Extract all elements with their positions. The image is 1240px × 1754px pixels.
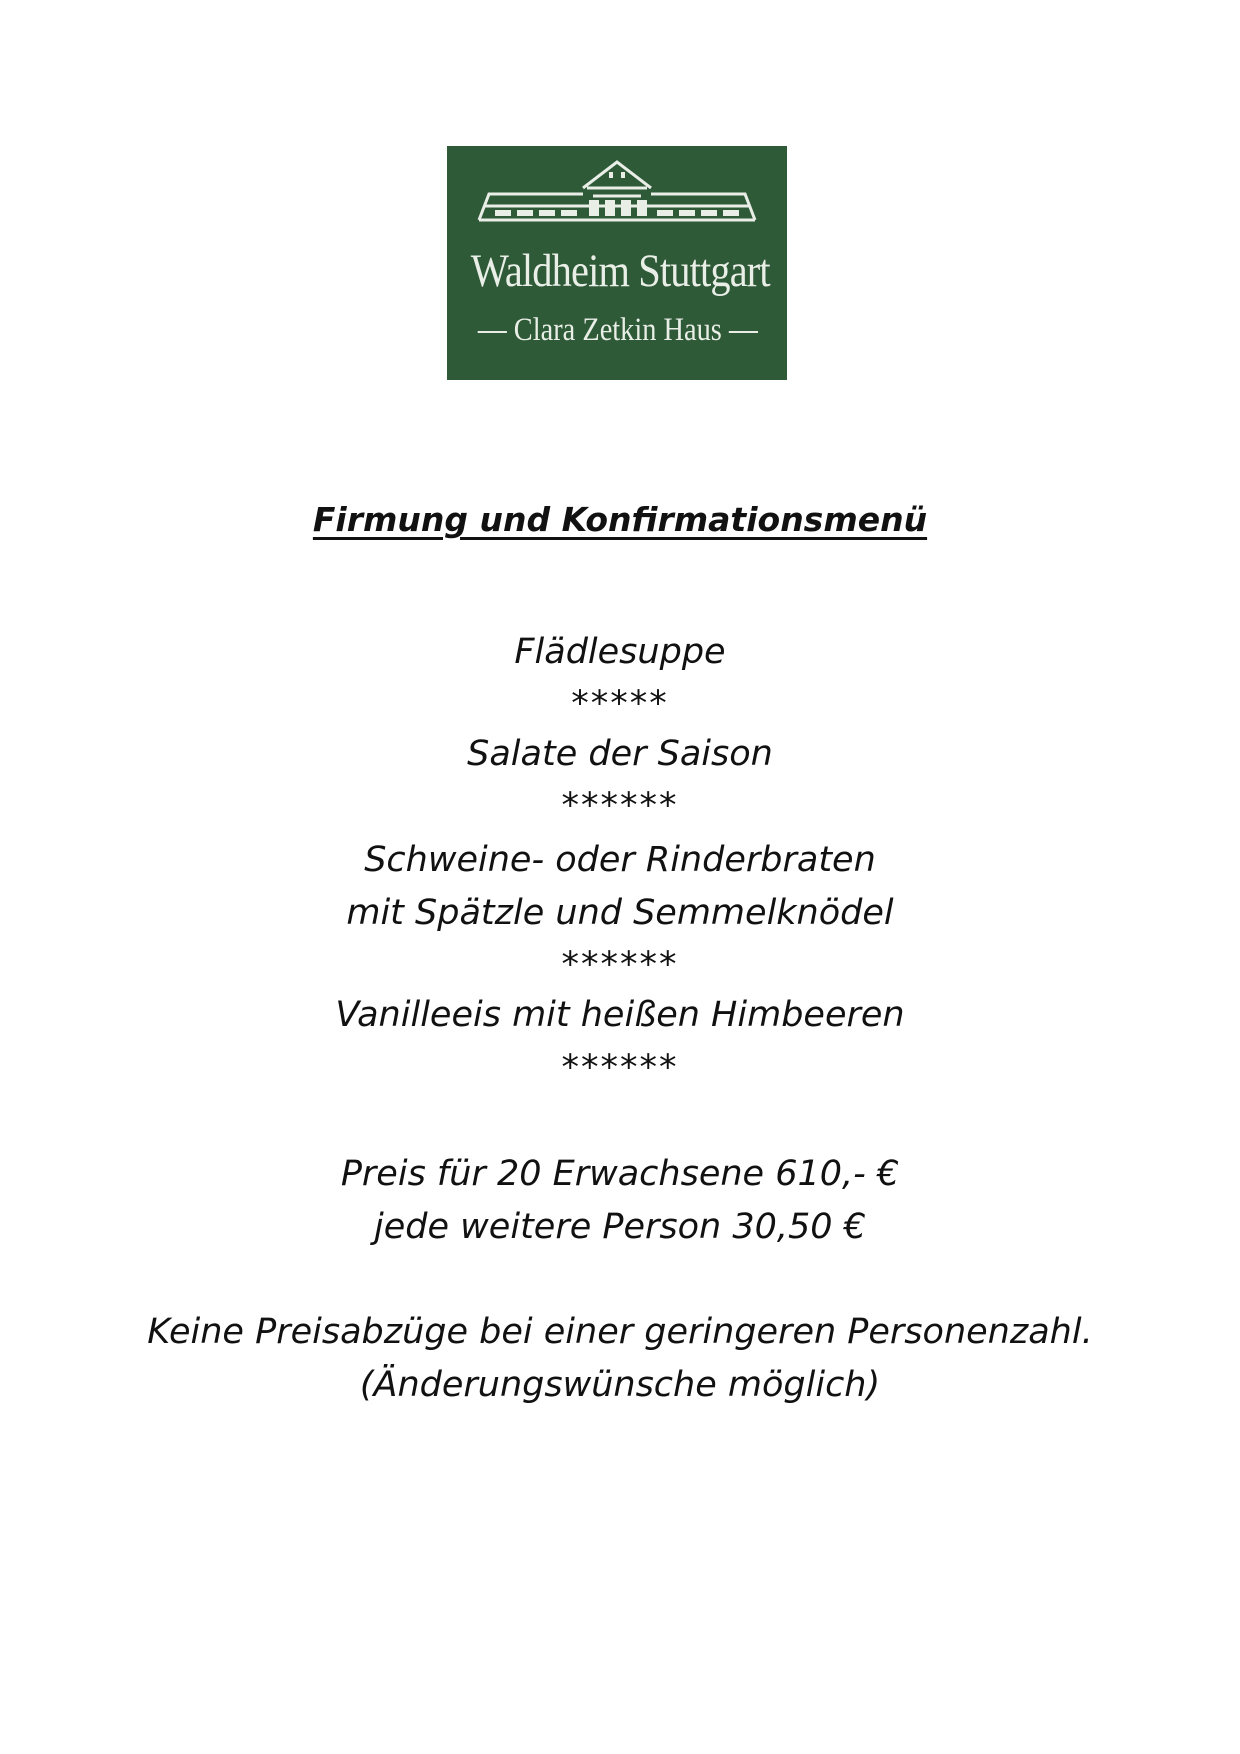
course-salad: Salate der Saison <box>467 734 773 774</box>
course-main-sides: mit Spätzle und Semmelknödel <box>346 893 894 933</box>
dash-right <box>729 331 758 333</box>
logo-subtitle <box>471 312 763 349</box>
logo-name: Waldheim Stuttgart <box>470 245 770 297</box>
waldheim-logo <box>447 146 787 380</box>
menu-title: Firmung und Konfirmationsmenü <box>312 500 928 539</box>
logo-subtitle-text: Clara Zetkin Haus <box>513 312 722 348</box>
course-soup: Flädlesuppe <box>514 632 726 672</box>
note-no-discount: Keine Preisabzüge bei einer geringeren Personenzahl. <box>147 1312 1093 1352</box>
price-line: Preis für 20 Erwachsene 610,- € <box>340 1154 900 1194</box>
price-extra-person: jede weitere Person 30,50 € <box>374 1207 866 1247</box>
course-dessert: Vanilleeis mit heißen Himbeeren <box>335 995 905 1035</box>
separator: ****** <box>561 945 679 985</box>
separator: ****** <box>561 1048 679 1088</box>
separator: ***** <box>571 684 669 724</box>
building-icon <box>475 158 759 230</box>
note-changes: (Änderungswünsche möglich) <box>359 1365 881 1405</box>
separator: ****** <box>561 786 679 826</box>
course-main: Schweine- oder Rinderbraten <box>364 840 876 880</box>
dash-left <box>478 331 507 333</box>
